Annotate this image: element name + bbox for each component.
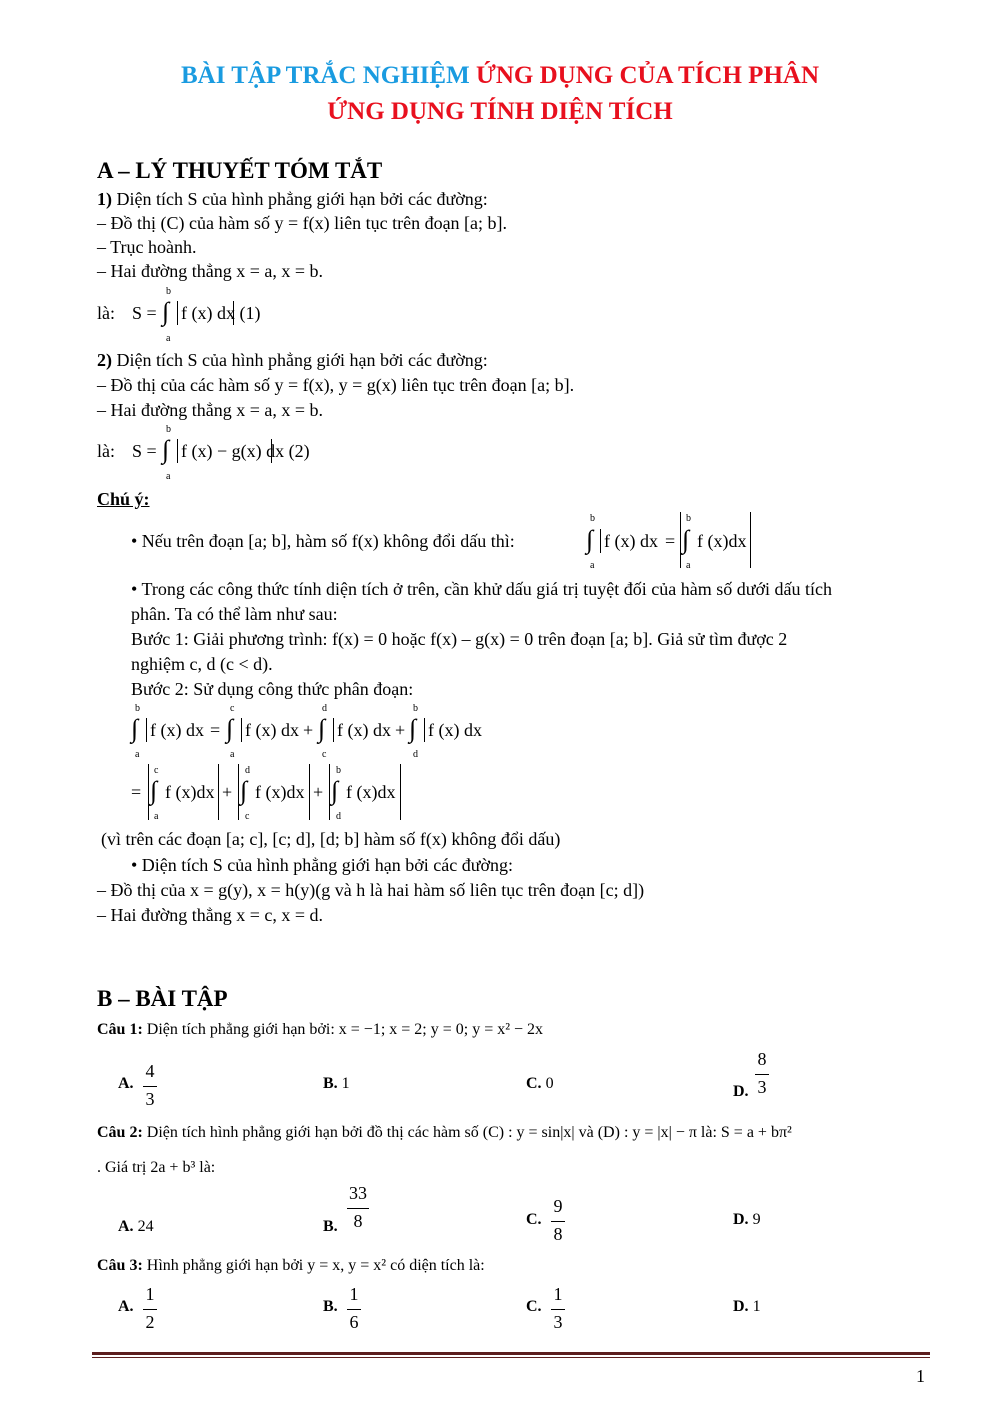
formula-1-body: f (x) dx (1) (181, 303, 261, 323)
note-heading: Chú ý: (97, 489, 150, 509)
footer-rule-thin (92, 1357, 930, 1358)
q2-option-c-label[interactable]: C. (526, 1211, 542, 1228)
integral-sign: ∫ (162, 435, 170, 464)
pw2-int2-upper: d (245, 765, 250, 776)
q3-option-c-label[interactable]: C. (526, 1298, 542, 1315)
bullet-1-rhs-body: f (x)dx (697, 531, 747, 551)
integral-sign: ∫ (682, 525, 690, 554)
q3-option-d[interactable] (733, 1298, 761, 1316)
pw2-plus-2: + (313, 782, 324, 802)
formula-2-upper-limit: b (166, 424, 171, 435)
fraction-bar (755, 1074, 769, 1075)
pw1-plus-2: + (395, 720, 406, 740)
question-1 (97, 1021, 543, 1039)
p1-line-1: – Đồ thị (C) của hàm số y = f(x) liên tục trên đoạn [a; b]. (97, 213, 508, 233)
abs-bar (233, 301, 234, 325)
p2-intro (97, 349, 488, 371)
q3-option-b-label[interactable]: B. (323, 1298, 338, 1315)
pw1-int3-upper: d (322, 703, 327, 714)
q2-option-c-denominator: 8 (553, 1224, 563, 1244)
q2-option-b-label[interactable]: B. (323, 1218, 338, 1235)
q3-option-b-numerator: 1 (349, 1284, 359, 1304)
q2-option-d-value: 9 (752, 1211, 761, 1228)
q3-option-b-denominator: 6 (349, 1312, 359, 1332)
section-b-heading: B – BÀI TẬP (97, 986, 228, 1011)
p1-intro (97, 188, 488, 210)
bullet-1-eq: = (665, 531, 676, 551)
q2-option-b-numerator: 33 (349, 1183, 367, 1203)
abs-bar (218, 764, 219, 820)
integral-sign: ∫ (150, 776, 158, 805)
p1-line-3: – Hai đường thẳng x = a, x = b. (97, 261, 324, 281)
p2-line-2: – Hai đường thẳng x = a, x = b. (97, 400, 324, 420)
q2-option-a-label: A. (118, 1218, 134, 1235)
pw1-int4-lower: d (413, 749, 418, 760)
pw2-int2-lower: c (245, 811, 250, 822)
fraction-bar (347, 1309, 361, 1310)
abs-bar (333, 718, 334, 742)
pw1-term4: f (x) dx (428, 720, 482, 740)
integral-sign: ∫ (131, 714, 139, 743)
abs-bar (400, 764, 401, 820)
formula-2-la: là: (97, 441, 115, 461)
q1-option-b-value: 1 (341, 1075, 350, 1092)
q3-option-a-denominator: 2 (145, 1312, 155, 1332)
q1-option-a-numerator: 4 (145, 1061, 155, 1081)
formula-1-lower-limit: a (166, 333, 171, 344)
q3-option-d-value: 1 (752, 1298, 761, 1315)
formula-1-lhs: S = (132, 303, 157, 323)
pw2-int3-upper: b (336, 765, 341, 776)
section-a-heading: A – LÝ THUYẾT TÓM TẮT (97, 158, 383, 183)
fraction-bar (551, 1309, 565, 1310)
question-1-text: Diện tích phẳng giới hạn bởi: x = −1; x = 2; y = 0; y = x² − 2x (142, 1021, 544, 1038)
pw1-int3-lower: c (322, 749, 327, 760)
abs-bar (238, 764, 239, 820)
q1-option-b[interactable] (323, 1075, 350, 1093)
step-1-line-1: Bước 1: Giải phương trình: f(x) = 0 hoặc f(x) – g(x) = 0 trên đoạn [a; b]. Giả sử tìm được 2 (131, 629, 788, 649)
q2-option-d[interactable] (733, 1211, 761, 1229)
question-3 (97, 1257, 485, 1275)
q3-option-a-label[interactable]: A. (118, 1298, 134, 1315)
p2-number: 2) (97, 350, 112, 370)
fraction-bar (143, 1086, 157, 1087)
pw2-int1-lower: a (154, 811, 159, 822)
abs-bar (600, 529, 601, 553)
question-2-line-2: . Giá trị 2a + b³ là: (97, 1159, 216, 1176)
q2-option-c-numerator: 9 (553, 1196, 563, 1216)
q1-option-a-denominator: 3 (145, 1089, 155, 1109)
q1-option-d-numerator: 8 (757, 1049, 767, 1069)
formula-1-la: là: (97, 303, 115, 323)
pw2-eq: = (131, 782, 142, 802)
pw2-term1: f (x)dx (165, 782, 215, 802)
pw2-int3-lower: d (336, 811, 341, 822)
question-2-text: Diện tích hình phẳng giới hạn bởi đồ thị các hàm số (C) : y = sin|x| và (D) : y = |x| − π là: S = a + bπ² (142, 1124, 792, 1141)
title-line-2: ỨNG DỤNG TÍNH DIỆN TÍCH (327, 98, 673, 125)
abs-bar (241, 718, 242, 742)
footer-rule-thick (92, 1352, 930, 1355)
integral-sign: ∫ (331, 776, 339, 805)
bullet-3-line-1: – Đồ thị của x = g(y), x = h(y)(g và h là hai hàm số liên tục trên đoạn [c; d]) (97, 880, 645, 900)
pw1-eq: = (210, 720, 221, 740)
bullet-1-text: • Nếu trên đoạn [a; b], hàm số f(x) không đổi dấu thì: (131, 531, 515, 551)
bullet-1-int-lower: a (590, 560, 595, 571)
q1-option-d-denominator: 3 (757, 1077, 767, 1097)
pw1-int2-upper: c (230, 703, 235, 714)
integral-sign: ∫ (240, 776, 248, 805)
abs-bar (148, 764, 149, 820)
pw1-term2: f (x) dx (245, 720, 299, 740)
abs-bar (329, 764, 330, 820)
formula-1-upper-limit: b (166, 286, 171, 297)
integral-sign: ∫ (162, 297, 170, 326)
bullet-2-line-2: phân. Ta có thể làm như sau: (131, 604, 338, 624)
pw1-int1-upper: b (135, 703, 140, 714)
bullet-1-int-upper: b (590, 513, 595, 524)
pw1-term1: f (x) dx (150, 720, 204, 740)
q3-option-d-label: D. (733, 1298, 749, 1315)
q3-option-a-numerator: 1 (145, 1284, 155, 1304)
question-2 (97, 1124, 792, 1142)
formula-2-body: f (x) − g(x) dx (2) (181, 441, 310, 461)
page-number: 1 (916, 1366, 925, 1386)
q1-option-b-label: B. (323, 1075, 338, 1092)
bullet-1-rhs-lower: a (686, 560, 691, 571)
abs-bar (680, 512, 681, 568)
q1-option-a-label[interactable]: A. (118, 1075, 134, 1092)
q2-option-a[interactable] (118, 1218, 154, 1236)
bullet-1-lhs-body: f (x) dx (604, 531, 658, 551)
pw2-plus-1: + (222, 782, 233, 802)
integral-sign: ∫ (586, 525, 594, 554)
bullet-1-rhs-upper: b (686, 513, 691, 524)
fraction-bar (347, 1208, 369, 1209)
formula-2-lower-limit: a (166, 471, 171, 482)
abs-bar (271, 439, 272, 463)
step-2-text: Bước 2: Sử dụng công thức phân đoạn: (131, 679, 414, 699)
q1-option-c-label: C. (526, 1075, 542, 1092)
p1-line-2: – Trục hoành. (97, 237, 197, 257)
step-1-line-2: nghiệm c, d (c < d). (131, 654, 273, 674)
fraction-bar (143, 1309, 157, 1310)
q3-option-c-denominator: 3 (553, 1312, 563, 1332)
bullet-3-text: • Diện tích S của hình phẳng giới hạn bởi các đường: (131, 855, 514, 875)
abs-bar (146, 718, 147, 742)
fraction-bar (551, 1221, 565, 1222)
question-3-label: Câu 3: (97, 1257, 143, 1274)
abs-bar (750, 512, 751, 568)
title-part-blue: BÀI TẬP TRẮC NGHIỆM (180, 62, 476, 89)
integral-sign: ∫ (226, 714, 234, 743)
q3-option-c-numerator: 1 (553, 1284, 563, 1304)
q1-option-c[interactable] (526, 1075, 554, 1093)
p2-line-1: – Đồ thị của các hàm số y = f(x), y = g(x) liên tục trên đoạn [a; b]. (97, 375, 575, 395)
p2-text: Diện tích S của hình phẳng giới hạn bởi các đường: (112, 350, 488, 370)
bullet-2-line-1: • Trong các công thức tính diện tích ở trên, cần khử dấu giá trị tuyệt đối của hàm số dưới dấu tích (131, 579, 832, 599)
pw2-term3: f (x)dx (346, 782, 396, 802)
p1-text: Diện tích S của hình phẳng giới hạn bởi các đường: (112, 189, 488, 209)
abs-bar (177, 439, 178, 463)
pw2-int1-upper: c (154, 765, 159, 776)
title-line-1 (0, 62, 1000, 90)
pw1-int1-lower: a (135, 749, 140, 760)
question-1-label: Câu 1: (97, 1021, 143, 1038)
q2-option-b-denominator: 8 (353, 1211, 363, 1231)
pw1-int4-upper: b (413, 703, 418, 714)
title-part-red: ỨNG DỤNG CỦA TÍCH PHÂN (475, 62, 820, 89)
pw1-plus-1: + (303, 720, 314, 740)
q2-option-a-value: 24 (137, 1218, 154, 1235)
q2-option-d-label: D. (733, 1211, 749, 1228)
bullet-3-line-2: – Hai đường thẳng x = c, x = d. (97, 905, 324, 925)
formula-2-lhs: S = (132, 441, 157, 461)
abs-bar (424, 718, 425, 742)
p1-number: 1) (97, 189, 112, 209)
q1-option-d-label[interactable]: D. (733, 1083, 749, 1100)
q1-option-c-value: 0 (545, 1075, 554, 1092)
abs-bar (309, 764, 310, 820)
pw2-term2: f (x)dx (255, 782, 305, 802)
question-3-text: Hình phẳng giới hạn bởi y = x, y = x² có diện tích là: (142, 1257, 485, 1274)
integral-sign: ∫ (409, 714, 417, 743)
because-note: (vì trên các đoạn [a; c], [c; d], [d; b] hàm số f(x) không đổi dấu) (101, 829, 561, 849)
question-2-label: Câu 2: (97, 1124, 143, 1141)
abs-bar (177, 301, 178, 325)
pw1-int2-lower: a (230, 749, 235, 760)
integral-sign: ∫ (318, 714, 326, 743)
pw1-term3: f (x) dx (337, 720, 391, 740)
